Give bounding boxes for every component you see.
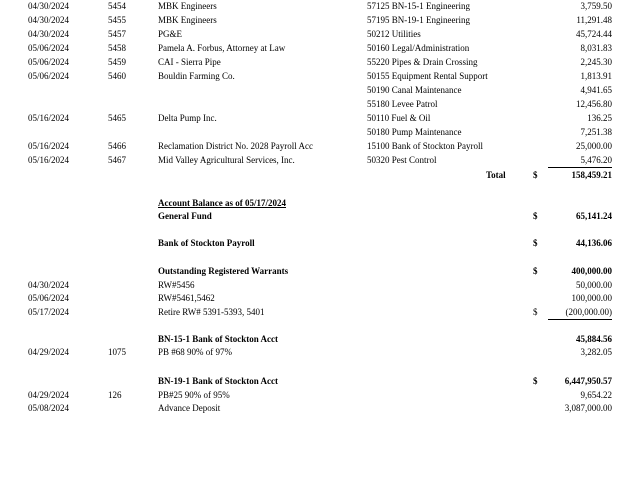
txn-date: 05/16/2024 bbox=[28, 155, 70, 165]
txn-amount: 1,813.91 bbox=[580, 71, 612, 81]
txn-amount: 136.25 bbox=[587, 113, 612, 123]
payroll-row bbox=[0, 239, 640, 251]
bn19-desc: PB#25 90% of 95% bbox=[158, 390, 230, 400]
bn19-row bbox=[0, 377, 640, 389]
txn-account: 50155 Equipment Rental Support bbox=[367, 71, 488, 81]
txn-account: 15100 Bank of Stockton Payroll bbox=[367, 141, 483, 151]
txn-account: 50180 Pump Maintenance bbox=[367, 127, 462, 137]
table-row bbox=[0, 58, 640, 70]
txn-payee: MBK Engineers bbox=[158, 15, 217, 25]
txn-account: 55180 Levee Patrol bbox=[367, 99, 438, 109]
txn-date: 05/06/2024 bbox=[28, 71, 70, 81]
txn-date: 05/06/2024 bbox=[28, 43, 70, 53]
txn-amount: 2,245.30 bbox=[580, 57, 612, 67]
balance-heading-row bbox=[0, 199, 640, 211]
bn19-date: 04/29/2024 bbox=[28, 390, 70, 400]
txn-payee: Pamela A. Forbus, Attorney at Law bbox=[158, 43, 286, 53]
txn-payee: CAI - Sierra Pipe bbox=[158, 57, 221, 67]
currency-symbol: $ bbox=[533, 376, 538, 386]
payroll-label: Bank of Stockton Payroll bbox=[158, 238, 255, 248]
txn-date: 05/16/2024 bbox=[28, 113, 70, 123]
bn15-num: 1075 bbox=[108, 347, 126, 357]
currency-symbol: $ bbox=[533, 211, 538, 221]
total-label: Total bbox=[486, 170, 506, 180]
txn-date: 04/30/2024 bbox=[28, 29, 70, 39]
txn-amount: 3,759.50 bbox=[580, 1, 612, 11]
warrant-amount: 100,000.00 bbox=[571, 293, 612, 303]
txn-payee: Mid Valley Agricultural Services, Inc. bbox=[158, 155, 295, 165]
table-row bbox=[0, 44, 640, 56]
bn15-desc: PB #68 90% of 97% bbox=[158, 347, 232, 357]
warrant-amount: (200,000.00) bbox=[565, 307, 612, 317]
general-fund-label: General Fund bbox=[158, 211, 212, 221]
table-row bbox=[0, 156, 640, 168]
txn-date: 05/16/2024 bbox=[28, 141, 70, 151]
txn-account: 50110 Fuel & Oil bbox=[367, 113, 431, 123]
txn-payee: PG&E bbox=[158, 29, 183, 39]
txn-account: 55220 Pipes & Drain Crossing bbox=[367, 57, 478, 67]
payroll-amount: 44,136.06 bbox=[576, 238, 612, 248]
bn15-label: BN-15-1 Bank of Stockton Acct bbox=[158, 334, 279, 344]
table-row bbox=[0, 404, 640, 416]
table-row bbox=[0, 72, 640, 84]
txn-amount: 45,724.44 bbox=[576, 29, 612, 39]
table-row bbox=[0, 114, 640, 126]
table-row bbox=[0, 128, 640, 140]
warrants-row bbox=[0, 267, 640, 279]
bn19-amount: 6,447,950.57 bbox=[564, 376, 612, 386]
txn-num: 5466 bbox=[108, 141, 126, 151]
txn-date: 04/30/2024 bbox=[28, 15, 70, 25]
warrant-amount: 50,000.00 bbox=[576, 280, 612, 290]
warrant-date: 04/30/2024 bbox=[28, 280, 70, 290]
txn-num: 5454 bbox=[108, 1, 126, 11]
txn-num: 5467 bbox=[108, 155, 126, 165]
currency-symbol: $ bbox=[533, 266, 538, 276]
subtotal-rule bbox=[548, 167, 612, 168]
bn19-desc: Advance Deposit bbox=[158, 403, 221, 413]
table-row bbox=[0, 348, 640, 360]
table-row bbox=[0, 30, 640, 42]
txn-account: 50212 Utilities bbox=[367, 29, 421, 39]
warrants-amount: 400,000.00 bbox=[571, 266, 612, 276]
warrant-date: 05/06/2024 bbox=[28, 293, 70, 303]
bn15-item-amount: 3,282.05 bbox=[580, 347, 612, 357]
warrant-date: 05/17/2024 bbox=[28, 307, 70, 317]
balance-heading: Account Balance as of 05/17/2024 bbox=[158, 198, 286, 208]
table-row bbox=[0, 100, 640, 112]
bn19-item-amount: 9,654.22 bbox=[580, 390, 612, 400]
general-fund-row bbox=[0, 212, 640, 224]
table-row bbox=[0, 281, 640, 293]
txn-date: 04/30/2024 bbox=[28, 1, 70, 11]
general-fund-amount: 65,141.24 bbox=[576, 211, 612, 221]
txn-num: 5458 bbox=[108, 43, 126, 53]
table-row bbox=[0, 86, 640, 98]
txn-payee: MBK Engineers bbox=[158, 1, 217, 11]
txn-amount: 11,291.48 bbox=[576, 15, 612, 25]
txn-payee: Delta Pump Inc. bbox=[158, 113, 217, 123]
table-row bbox=[0, 294, 640, 306]
bn19-num: 126 bbox=[108, 390, 122, 400]
warrant-desc: RW#5456 bbox=[158, 280, 195, 290]
total-row bbox=[0, 171, 640, 183]
bn15-row bbox=[0, 335, 640, 347]
txn-account: 50190 Canal Maintenance bbox=[367, 85, 462, 95]
bn19-date: 05/08/2024 bbox=[28, 403, 70, 413]
table-row bbox=[0, 2, 640, 14]
txn-date: 05/06/2024 bbox=[28, 57, 70, 67]
txn-amount: 7,251.38 bbox=[580, 127, 612, 137]
table-row bbox=[0, 142, 640, 154]
txn-account: 57195 BN-19-1 Engineering bbox=[367, 15, 470, 25]
txn-payee: Bouldin Farming Co. bbox=[158, 71, 235, 81]
txn-payee: Reclamation District No. 2028 Payroll Acc bbox=[158, 141, 313, 151]
bn15-date: 04/29/2024 bbox=[28, 347, 70, 357]
txn-amount: 8,031.83 bbox=[580, 43, 612, 53]
table-row bbox=[0, 308, 640, 320]
bn19-item-amount: 3,087,000.00 bbox=[564, 403, 612, 413]
txn-num: 5459 bbox=[108, 57, 126, 67]
warrant-desc: Retire RW# 5391-5393, 5401 bbox=[158, 307, 265, 317]
txn-amount: 4,941.65 bbox=[580, 85, 612, 95]
subtotal-rule bbox=[548, 319, 612, 320]
table-row bbox=[0, 391, 640, 403]
currency-symbol: $ bbox=[533, 238, 538, 248]
txn-amount: 5,476.20 bbox=[580, 155, 612, 165]
bn15-amount: 45,884.56 bbox=[576, 334, 612, 344]
txn-amount: 25,000.00 bbox=[576, 141, 612, 151]
total-amount: 158,459.21 bbox=[571, 170, 612, 180]
txn-num: 5465 bbox=[108, 113, 126, 123]
bn19-label: BN-19-1 Bank of Stockton Acct bbox=[158, 376, 279, 386]
txn-account: 50320 Pest Control bbox=[367, 155, 437, 165]
warrants-label: Outstanding Registered Warrants bbox=[158, 266, 289, 276]
txn-num: 5455 bbox=[108, 15, 126, 25]
txn-account: 57125 BN-15-1 Engineering bbox=[367, 1, 470, 11]
currency-symbol: $ bbox=[533, 307, 538, 317]
txn-amount: 12,456.80 bbox=[576, 99, 612, 109]
txn-account: 50160 Legal/Administration bbox=[367, 43, 470, 53]
warrant-desc: RW#5461,5462 bbox=[158, 293, 215, 303]
currency-symbol: $ bbox=[533, 170, 538, 180]
txn-num: 5457 bbox=[108, 29, 126, 39]
table-row bbox=[0, 16, 640, 28]
txn-num: 5460 bbox=[108, 71, 126, 81]
